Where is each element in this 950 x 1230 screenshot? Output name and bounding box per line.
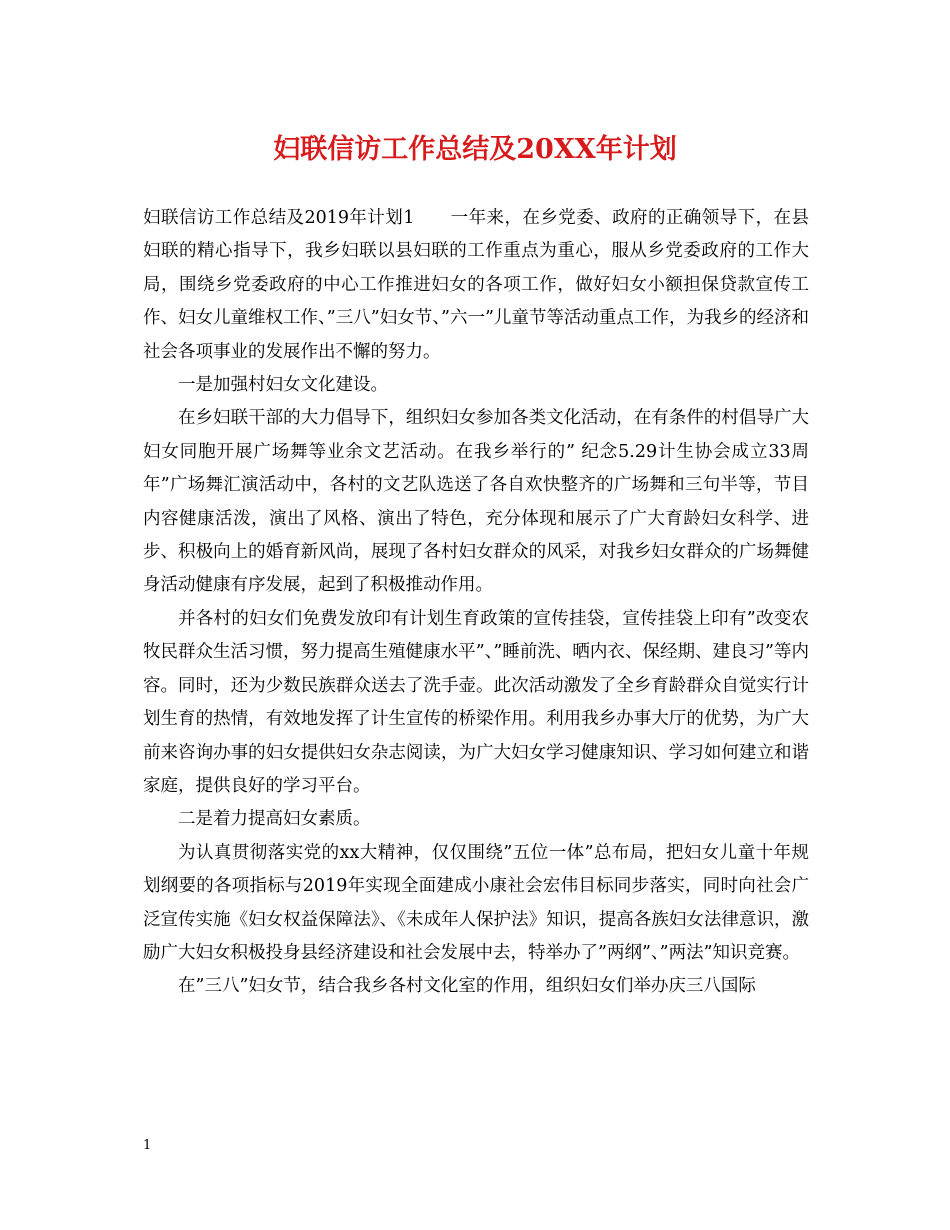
paragraph-intro: 妇联信访工作总结及2019年计划1 一年来，在乡党委、政府的正确领导下，在县妇联的精心指导下，我乡妇联以县妇联的工作重点为重心，服从乡党委政府的工作大局，围绕乡党委政府的中心工作推进妇女的各项工作，做好妇女小额担保贷款宣传工作、妇女儿童维权工作、”三八”妇女节、”六一”儿童节等活动重点工作，为我乡的经济和社会各项事业的发展作出不懈的努力。	[143, 208, 809, 362]
paragraph-publicity: 并各村的妇女们免费发放印有计划生育政策的宣传挂袋，宣传挂袋上印有”改变农牧民群众生活习惯，努力提高生殖健康水平”、”睡前洗、晒内衣、保经期、建良习”等内容。同时，还为少数民族群众送去了洗手壶。此次活动激发了全乡育龄群众自觉实行计划生育的热情，有效地发挥了计生宣传的桥梁作用。利用我乡办事大厅的优势，为广大前来咨询办事的妇女提供妇女杂志阅读，为广大妇女学习健康知识、学习如何建立和谐家庭，提供良好的学习平台。	[143, 608, 809, 796]
paragraph-heading-1: 一是加强村妇女文化建设。	[178, 375, 388, 396]
paragraph-womens-day: 在”三八”妇女节，结合我乡各村文化室的作用，组织妇女们举办庆三八国际	[178, 976, 756, 997]
paragraph-culture: 在乡妇联干部的大力倡导下，组织妇女参加各类文化活动，在有条件的村倡导广大妇女同胞开展广场舞等业余文艺活动。在我乡举行的” 纪念5.29计生协会成立33周年”广场舞汇演活动中，各村的文艺队选送了各自欢快整齐的广场舞和三句半等，节目内容健康活泼，演出了风格、演出了特色，充分体现和展示了广大育龄妇女科学、进步、积极向上的婚育新风尚，展现了各村妇女群众的风采，对我乡妇女群众的广场舞健身活动健康有序发展，起到了积极推动作用。	[143, 408, 809, 596]
paragraph-law: 为认真贯彻落实党的xx大精神，仅仅围绕”五位一体”总布局，把妇女儿童十年规划纲要的各项指标与2019年实现全面建成小康社会宏伟目标同步落实，同时向社会广泛宣传实施《妇女权益保障法》、《未成年人保护法》知识，提高各族妇女法律意识，激励广大妇女积极投身县经济建设和社会发展中去，特举办了”两纲”、”两法”知识竞赛。	[143, 842, 809, 963]
document-body	[143, 202, 809, 1004]
page-number: 1	[143, 1138, 152, 1153]
paragraph-heading-2: 二是着力提高妇女素质。	[178, 809, 371, 830]
document-title: 妇联信访工作总结及20XX年计划	[273, 134, 677, 165]
